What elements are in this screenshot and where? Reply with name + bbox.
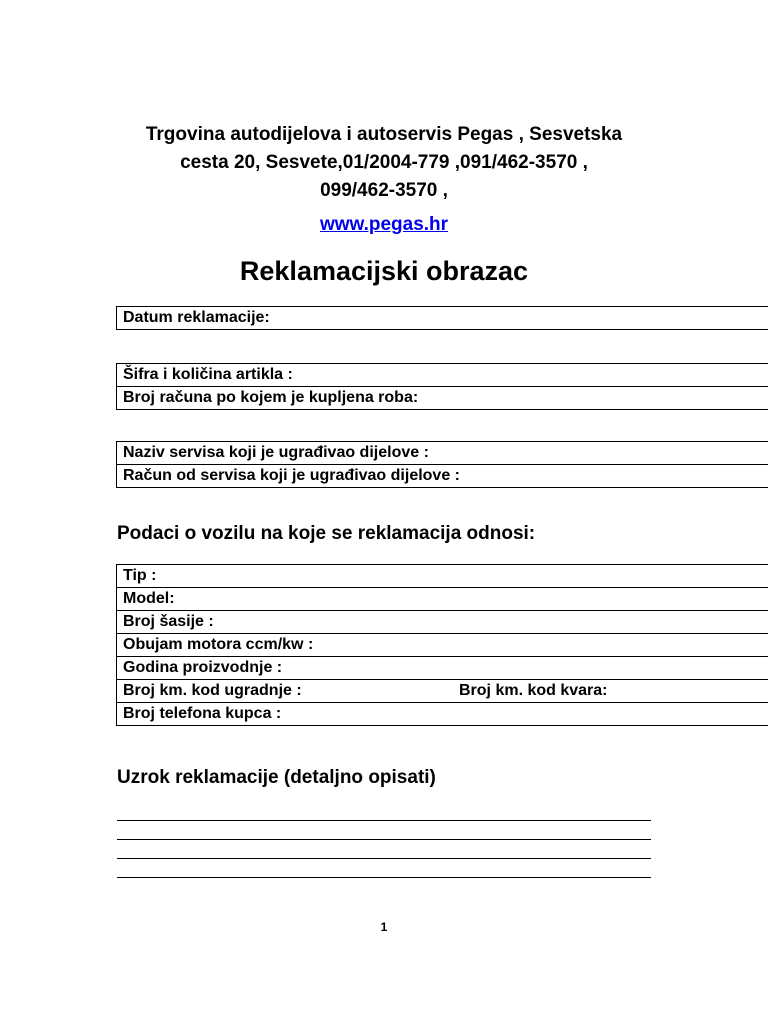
article-code-field[interactable] (116, 364, 768, 387)
engine-size-label: Obujam motora ccm/kw : (123, 636, 314, 653)
engine-size-field[interactable] (116, 634, 768, 657)
vehicle-section-heading: Podaci o vozilu na koje se reklamacija odnosi: (117, 523, 536, 544)
vehicle-group (116, 564, 768, 726)
chassis-number-label: Broj šasije : (123, 613, 214, 630)
invoice-label: Broj računa po kojem je kupljena roba: (123, 389, 419, 406)
vehicle-type-field[interactable] (116, 565, 768, 588)
service-invoice-label: Račun od servisa koji je ugrađivao dijelove : (123, 467, 460, 484)
description-line[interactable] (117, 820, 651, 821)
company-name-line: Trgovina autodijelova i autoservis Pegas , Sesvetska (145, 124, 623, 145)
cause-section-heading: Uzrok reklamacije (detaljno opisati) (117, 767, 436, 788)
date-group (116, 306, 768, 330)
form-title: Reklamacijski obrazac (239, 256, 529, 286)
description-line[interactable] (117, 877, 651, 878)
website-link[interactable]: www.pegas.hr (319, 214, 449, 235)
page-number: 1 (380, 920, 388, 934)
vehicle-model-label: Model: (123, 590, 175, 607)
chassis-number-field[interactable] (116, 611, 768, 634)
date-label: Datum reklamacije: (123, 309, 270, 326)
article-code-label: Šifra i količina artikla : (123, 366, 293, 383)
article-group (116, 363, 768, 410)
customer-phone-field[interactable] (116, 703, 768, 726)
date-field[interactable] (116, 307, 768, 330)
service-group (116, 441, 768, 488)
production-year-label: Godina proizvodnje : (123, 659, 283, 676)
invoice-field[interactable] (116, 387, 768, 410)
company-phone-line: 099/462-3570 , (320, 180, 448, 201)
customer-phone-label: Broj telefona kupca : (123, 705, 282, 722)
description-line[interactable] (117, 858, 651, 859)
km-fault-label: Broj km. kod kvara: (459, 682, 608, 699)
mileage-field[interactable] (116, 680, 768, 703)
km-install-label: Broj km. kod ugradnje : (123, 682, 302, 699)
vehicle-type-label: Tip : (123, 567, 157, 584)
production-year-field[interactable] (116, 657, 768, 680)
description-line[interactable] (117, 839, 651, 840)
service-name-field[interactable] (116, 442, 768, 465)
vehicle-model-field[interactable] (116, 588, 768, 611)
service-invoice-field[interactable] (116, 465, 768, 488)
company-address-line: cesta 20, Sesvete,01/2004-779 ,091/462-3570 , (180, 152, 588, 173)
service-name-label: Naziv servisa koji je ugrađivao dijelove : (123, 444, 429, 461)
